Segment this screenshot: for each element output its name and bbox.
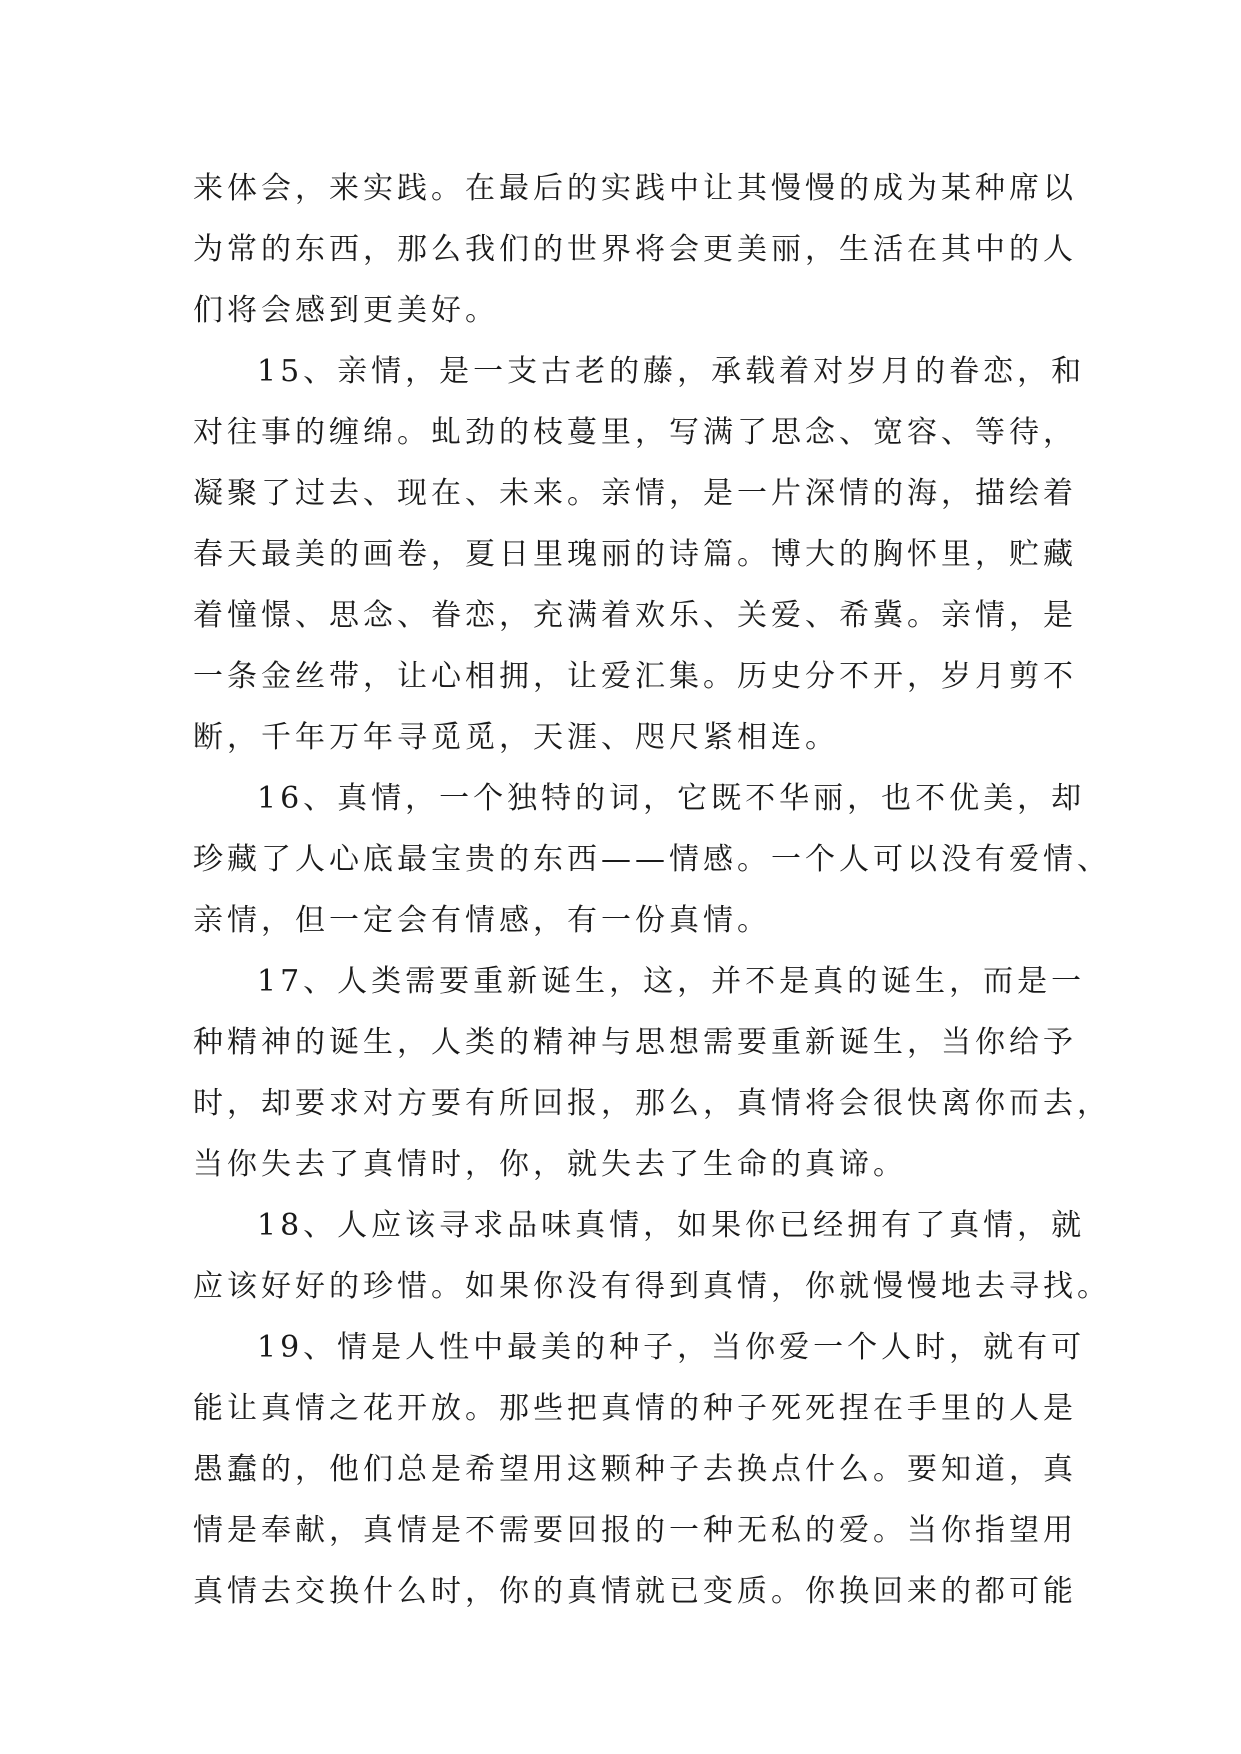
paragraph-15-first-line: 15、亲情，是一支古老的藤，承载着对岁月的眷恋，和 (257, 354, 1086, 389)
text-line: 愚蠢的，他们总是希望用这颗种子去换点什么。要知道，真 (193, 1452, 1077, 1487)
text-line: 亲情，但一定会有情感，有一份真情。 (193, 903, 771, 938)
paragraph-16-first-line: 16、真情，一个独特的词，它既不华丽，也不优美，却 (257, 781, 1086, 816)
text-line: 春天最美的画卷，夏日里瑰丽的诗篇。博大的胸怀里，贮藏 (193, 537, 1077, 572)
text-line: 应该好好的珍惜。如果你没有得到真情，你就慢慢地去寻找。 (193, 1269, 1111, 1304)
text-line: 为常的东西，那么我们的世界将会更美丽，生活在其中的人 (193, 232, 1077, 267)
text-line: 对往事的缠绵。虬劲的枝蔓里，写满了思念、宽容、等待， (193, 415, 1077, 450)
text-line: 着憧憬、思念、眷恋，充满着欢乐、关爱、希冀。亲情，是 (193, 598, 1077, 633)
document-body (193, 158, 1111, 1622)
paragraph-19-first-line: 19、情是人性中最美的种子，当你爱一个人时，就有可 (257, 1330, 1086, 1365)
text-line: 珍藏了人心底最宝贵的东西——情感。一个人可以没有爱情、 (193, 842, 1111, 877)
text-line: 来体会，来实践。在最后的实践中让其慢慢的成为某种席以 (193, 171, 1077, 206)
text-line: 一条金丝带，让心相拥，让爱汇集。历史分不开，岁月剪不 (193, 659, 1077, 694)
text-line: 情是奉献，真情是不需要回报的一种无私的爱。当你指望用 (193, 1513, 1077, 1548)
text-line: 凝聚了过去、现在、未来。亲情，是一片深情的海，描绘着 (193, 476, 1077, 511)
text-line: 真情去交换什么时，你的真情就已变质。你换回来的都可能 (193, 1574, 1077, 1609)
text-line: 们将会感到更美好。 (193, 293, 499, 328)
text-line: 断，千年万年寻觅觅，天涯、咫尺紧相连。 (193, 720, 839, 755)
text-line: 时，却要求对方要有所回报，那么，真情将会很快离你而去， (193, 1086, 1111, 1121)
paragraph-18-first-line: 18、人应该寻求品味真情，如果你已经拥有了真情，就 (257, 1208, 1086, 1243)
text-line: 当你失去了真情时，你，就失去了生命的真谛。 (193, 1147, 907, 1182)
text-line: 种精神的诞生，人类的精神与思想需要重新诞生，当你给予 (193, 1025, 1077, 1060)
text-line: 能让真情之花开放。那些把真情的种子死死捏在手里的人是 (193, 1391, 1077, 1426)
paragraph-17-first-line: 17、人类需要重新诞生，这，并不是真的诞生，而是一 (257, 964, 1086, 999)
